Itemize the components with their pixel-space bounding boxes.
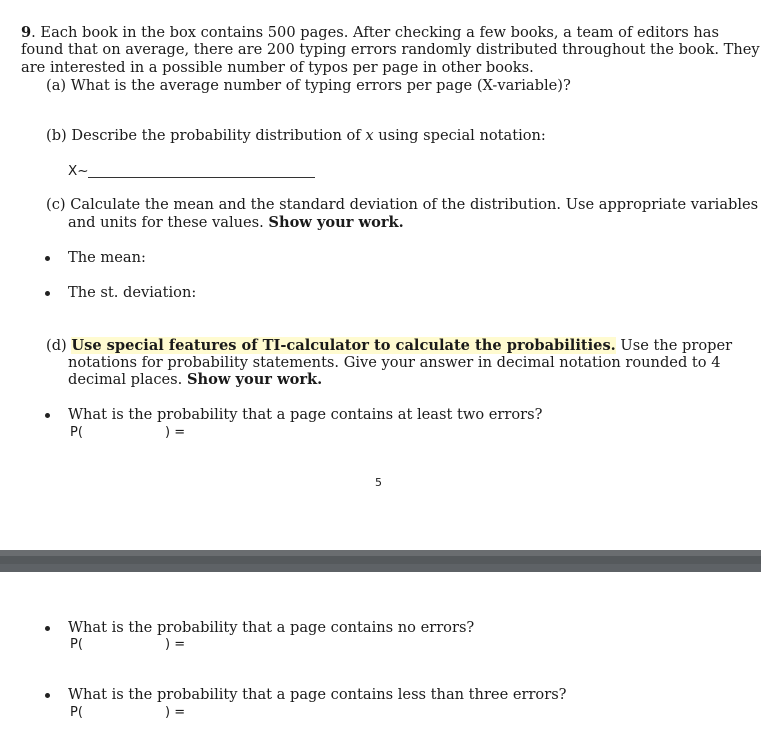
question-less-than-three: What is the probability that a page contains less than three errors?	[68, 686, 567, 703]
problem-intro-line-2: found that on average, there are 200 typing errors randomly distributed throughout the book. They	[21, 41, 760, 58]
part-a-question: (a) What is the average number of typing errors per page (X-variable)?	[46, 77, 571, 94]
probability-close: ) =	[165, 705, 186, 720]
probability-open: P(	[70, 637, 83, 652]
distribution-answer-line	[88, 177, 315, 178]
probability-close: ) =	[165, 425, 186, 440]
page-number: 5	[375, 476, 382, 489]
part-b-question: (b) Describe the probability distribution of x using special notation:	[46, 127, 546, 144]
mean-label: The mean:	[68, 249, 146, 266]
part-d-question-line-3: decimal places. Show your work.	[68, 371, 323, 388]
problem-number: 9	[21, 24, 32, 41]
probability-open: P(	[70, 425, 83, 440]
question-at-least-two: What is the probability that a page contains at least two errors?	[68, 406, 543, 423]
page-divider	[0, 550, 761, 572]
bullet	[45, 413, 50, 418]
part-d-question-line-2: notations for probability statements. Give your answer in decimal notation rounded to 4	[68, 354, 721, 371]
problem-intro-line-1: 9. Each book in the box contains 500 pages. After checking a few books, a team of editors has	[21, 24, 719, 41]
question-no-errors: What is the probability that a page contains no errors?	[68, 619, 475, 636]
page-6	[0, 572, 761, 746]
x-variable: x	[365, 127, 374, 144]
highlighted-instruction: Use special features of TI-calculator to calculate the probabilities.	[71, 337, 616, 354]
bullet	[45, 291, 50, 296]
problem-intro-line-3: are interested in a possible number of typos per page in other books.	[21, 59, 534, 76]
probability-open: P(	[70, 705, 83, 720]
bullet	[45, 693, 50, 698]
st-deviation-label: The st. deviation:	[68, 284, 197, 301]
probability-close: ) =	[165, 637, 186, 652]
bullet	[45, 626, 50, 631]
part-d-question-line-1: (d) Use special features of TI-calculator to calculate the probabilities. Use the proper	[46, 337, 733, 354]
bullet	[45, 256, 50, 261]
part-c-question-line-2: and units for these values. Show your work.	[68, 214, 404, 231]
distribution-label: X~	[68, 163, 89, 179]
part-c-question-line-1: (c) Calculate the mean and the standard deviation of the distribution. Use appropriate variables	[46, 196, 759, 213]
